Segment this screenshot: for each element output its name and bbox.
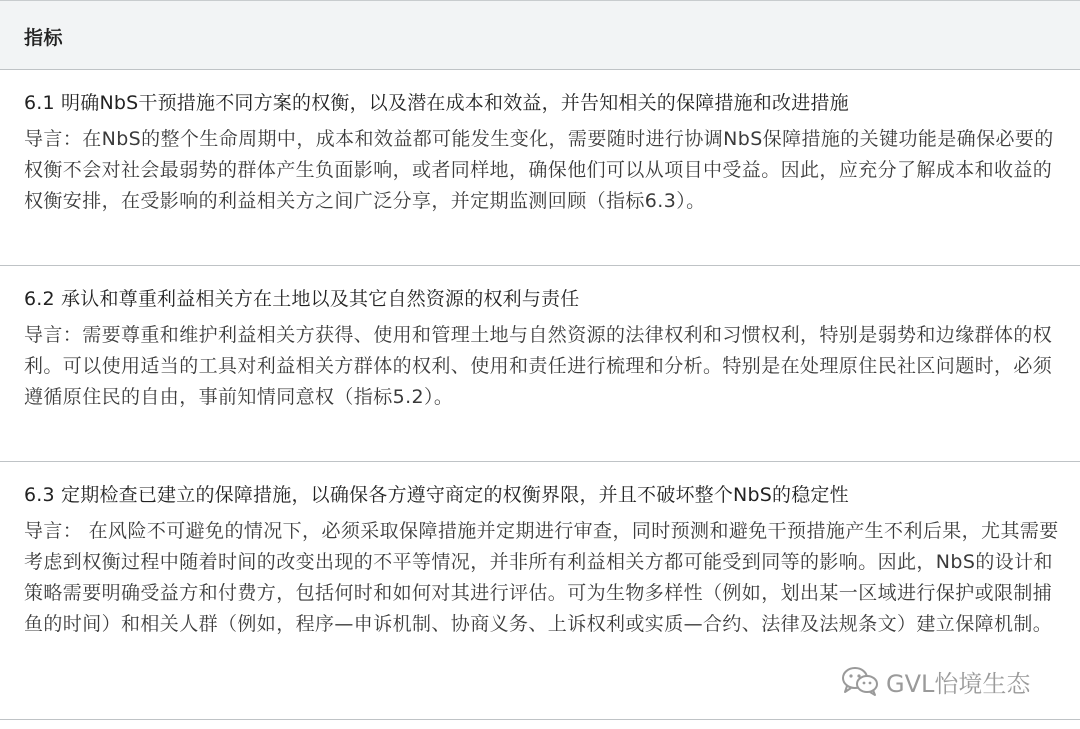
indicator-title: 6.3 定期检查已建立的保障措施，以确保各方遵守商定的权衡界限，并且不破坏整个NbS的稳定性 [24, 484, 849, 506]
watermark-text: GVL怡境生态 [886, 669, 1031, 698]
table-header [0, 0, 1080, 70]
indicator-title: 6.2 承认和尊重利益相关方在土地以及其它自然资源的权利与责任 [24, 288, 580, 310]
header-title: 指标 [24, 27, 64, 49]
table-row [0, 70, 1080, 266]
table-row [0, 266, 1080, 462]
indicator-description: 导言： 在风险不可避免的情况下，必须采取保障措施并定期进行审查，同时预测和避免干预措施产生不利后果，尤其需要考虑到权衡过程中随着时间的改变出现的不平等情况，并非所有利益相关方都可能受到同等的影响。因此，NbS的设计和策略需要明确受益方和付费方，包括何时和如何对其进行评估。可为生物多样性（例如，划出某一区域进行保护或限制捕鱼的时间）和相关人群（例如，程序—申诉机制、协商义务、上诉权利或实质—合约、法律及法规条文）建立保障机制。 [24, 520, 1059, 635]
indicator-title: 6.1 明确NbS干预措施不同方案的权衡，以及潜在成本和效益，并告知相关的保障措施和改进措施 [24, 92, 849, 114]
indicator-description: 导言：需要尊重和维护利益相关方获得、使用和管理土地与自然资源的法律权利和习惯权利，特别是弱势和边缘群体的权利。可以使用适当的工具对利益相关方群体的权利、使用和责任进行梳理和分析。特别是在处理原住民社区问题时，必须遵循原住民的自由，事前知情同意权（指标5.2）。 [24, 324, 1053, 408]
watermark [840, 663, 1030, 699]
wechat-icon [840, 665, 880, 697]
indicator-description: 导言：在NbS的整个生命周期中，成本和效益都可能发生变化，需要随时进行协调NbS保障措施的关键功能是确保必要的权衡不会对社会最弱势的群体产生负面影响，或者同样地，确保他们可以从项目中受益。因此，应充分了解成本和收益的权衡安排，在受影响的利益相关方之间广泛分享，并定期监测回顾（指标6.3）。 [24, 128, 1054, 212]
